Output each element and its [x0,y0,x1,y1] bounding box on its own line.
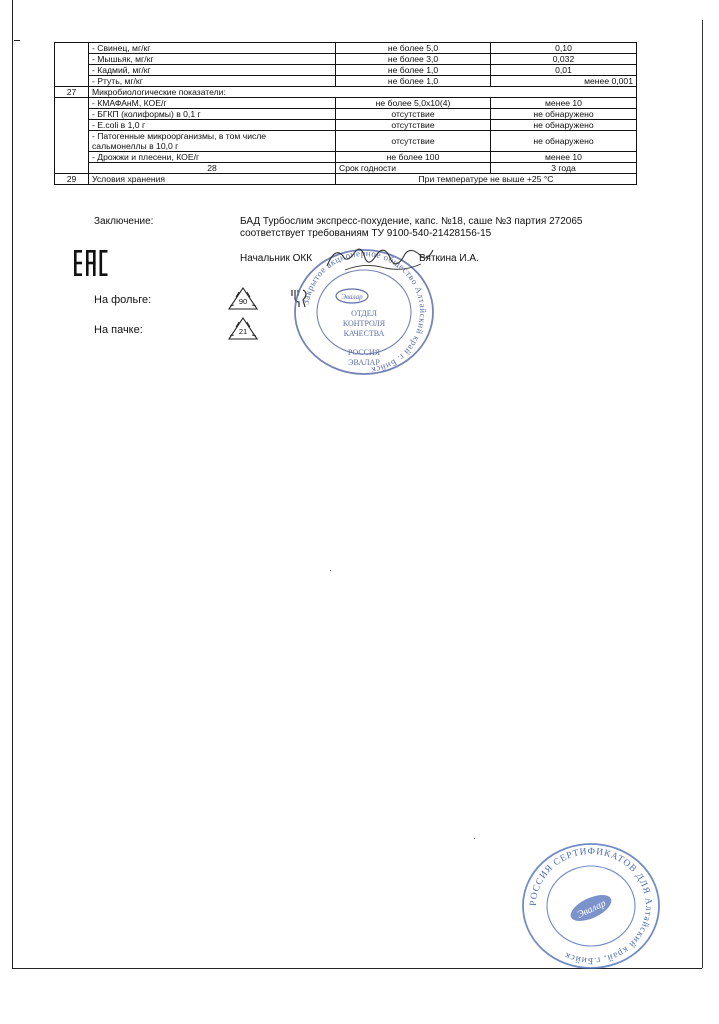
row-result: не обнаружено [491,131,637,152]
stamp-center-line1: ОТДЕЛ [351,309,377,318]
table-row [55,98,637,109]
foil-code: 90 [238,297,248,306]
head-title: Начальник ОКК [240,253,313,264]
conclusion-text [240,216,620,240]
head-name: Вяткина И.А. [419,253,479,264]
table-row [55,65,637,76]
stamp-center-line3: КАЧЕСТВА [343,329,385,338]
row-name: - Ртуть, мг/кг [89,76,336,87]
row-name-line1: - Патогенные микроорганизмы, в том числе [92,131,267,141]
recycle-symbol-foil-icon [226,286,260,312]
row-result: 0,032 [491,54,637,65]
stamp-ring-text: Закрытое акционерное общество Алтайский край г. Бийск [300,247,429,376]
row-norm: не более 3,0 [336,54,491,65]
row-merged-value: При температуре не выше +25 °С [336,174,637,185]
certificate-stamp [520,842,662,970]
row-result: 0,01 [491,65,637,76]
table-row [55,120,637,131]
stamp-bottom-line2: ЭВАЛАР [348,358,380,367]
conclusion-line1: БАД Турбослим экспресс-похудение, капс. №18, саше №3 партия 272065 [240,216,583,227]
row-result: менее 0,001 [491,76,637,87]
row-result: менее 10 [491,152,637,163]
table-row [55,87,637,98]
page-border-right [702,20,703,968]
row-name: - Свинец, мг/кг [89,43,336,54]
conclusion-line2: соответствует требованиям ТУ 9100-540-21428156-15 [240,228,492,239]
recycle-symbol-pack-icon [226,316,260,342]
stamp-bottom-line1: РОССИЯ [347,348,381,357]
row-norm: не более 5,0 [336,43,491,54]
row-result: не обнаружено [491,109,637,120]
row-name: - Дрожжи и плесени, КОЕ/г [89,152,336,163]
conclusion-label: Заключение: [94,216,154,227]
row-num: 28 [89,163,336,174]
row-norm: не более 1,0 [336,76,491,87]
table-row [55,152,637,163]
row-name: - Мышьяк, мг/кг [89,54,336,65]
page-border-left [12,0,13,968]
foil-label: На фольге: [94,294,152,306]
cert-stamp-brand: Эвалар [575,897,608,921]
pack-code: 21 [238,327,248,336]
row-name: Условия хранения [89,174,336,185]
table-row [55,43,637,54]
row-name: - КМАФАнМ, КОЕ/г [89,98,336,109]
row-merged-value: 3 года [491,163,637,174]
row-norm: отсутствие [336,109,491,120]
pack-label: На пачке: [94,324,143,336]
row-norm: не более 1,0 [336,65,491,76]
table-row [55,163,637,174]
stamp-center-line2: КОНТРОЛЯ [342,319,386,328]
row-num: 29 [55,174,89,185]
stamp-brand: Эвалар [341,293,363,301]
row-name [89,131,336,152]
row-name-line2: сальмонеллы в 10,0 г [92,141,179,151]
row-norm: отсутствие [336,131,491,152]
margin-tick [14,40,20,41]
row-name: - БГКП (колиформы) в 0,1 г [89,109,336,120]
row-num [55,98,89,174]
signature [325,242,435,278]
table-row [55,174,637,185]
table-row [55,131,637,152]
row-name: - E.coli в 1,0 г [89,120,336,131]
row-norm: отсутствие [336,120,491,131]
row-name: - Кадмий, мг/кг [89,65,336,76]
row-result: 0,10 [491,43,637,54]
cert-stamp-ring-text: РОССИЯ СЕРТИФИКАТОВ ДЛЯ Алтайский край, г.Бийск [528,846,654,966]
scan-speck [330,570,331,571]
table-row [55,76,637,87]
row-name: Срок годности [336,163,491,174]
scan-speck [474,838,475,839]
row-norm: не более 100 [336,152,491,163]
row-name: Микробиологические показатели: [89,87,637,98]
row-norm: не более 5,0х10(4) [336,98,491,109]
row-num: 27 [55,87,89,98]
row-result: менее 10 [491,98,637,109]
table-row [55,109,637,120]
table-row [55,54,637,65]
row-result: не обнаружено [491,120,637,131]
row-num [55,43,89,87]
eac-mark-icon [74,250,108,276]
spec-table [54,42,637,185]
